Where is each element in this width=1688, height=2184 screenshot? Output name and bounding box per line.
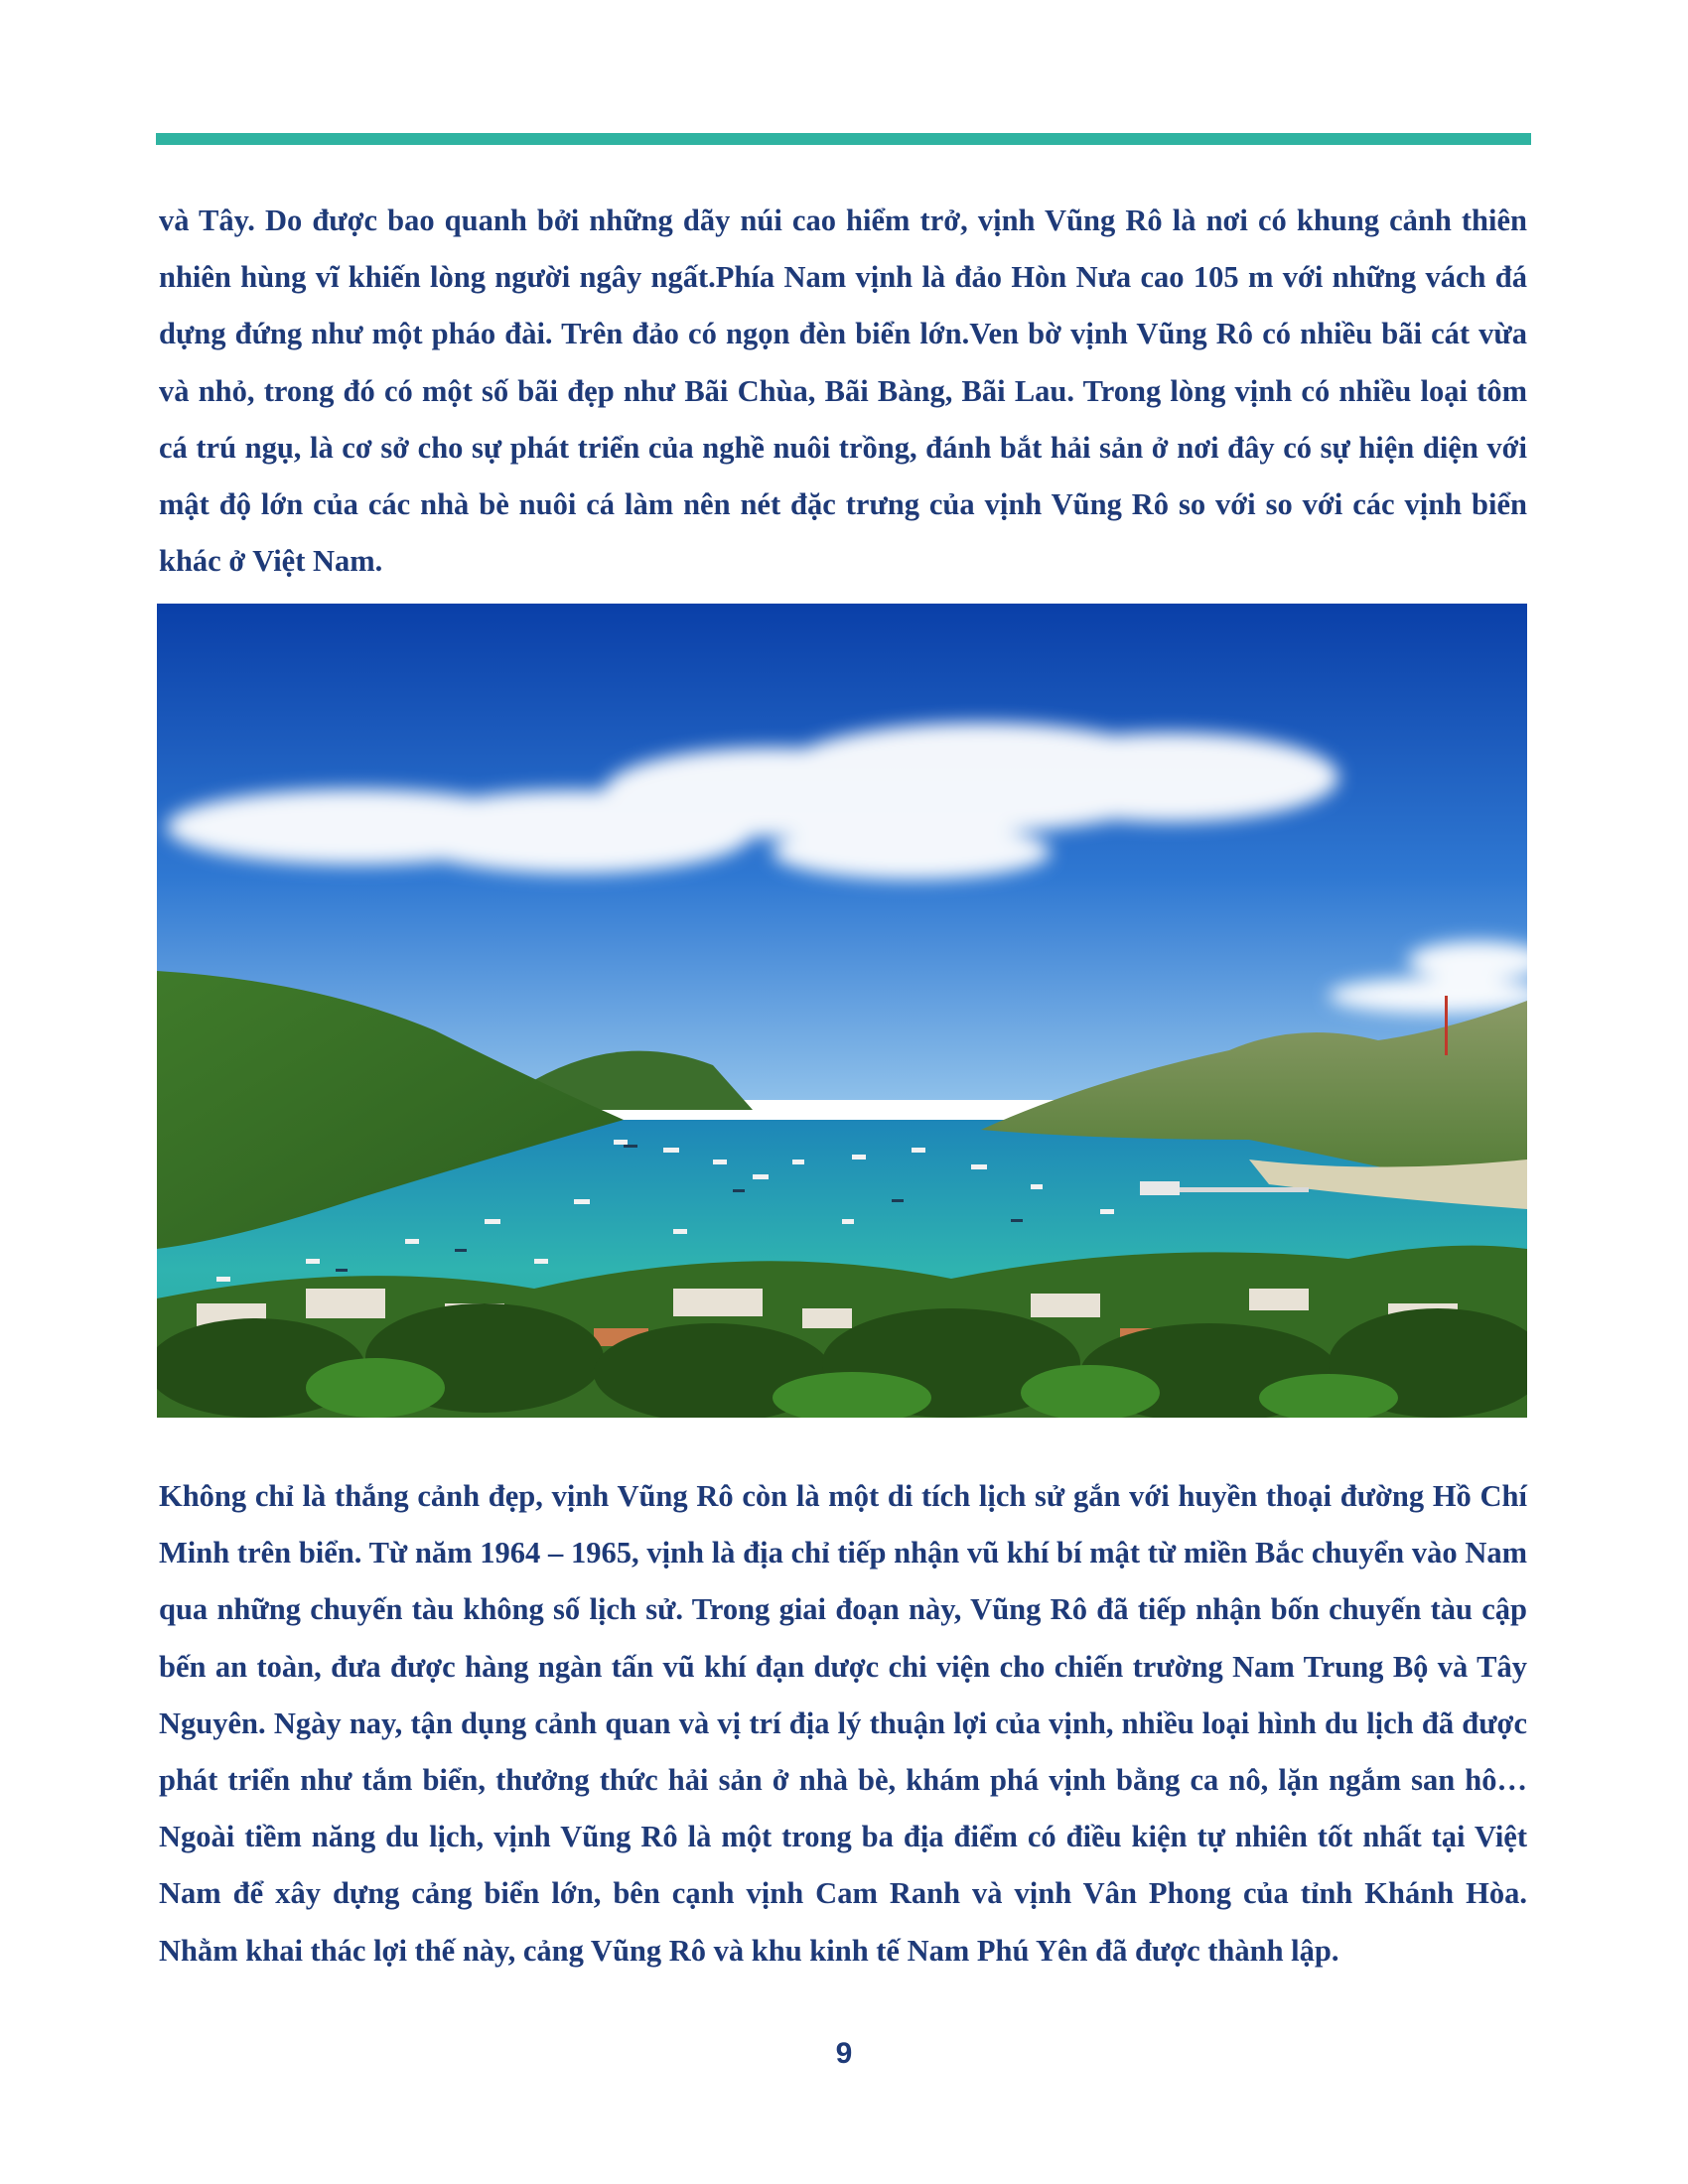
body-paragraph-2: Không chỉ là thắng cảnh đẹp, vịnh Vũng Rô còn là một di tích lịch sử gắn với huyền thoại đường Hồ Chí Minh trên biển. Từ năm 1964 – 1965, vịnh là địa chỉ tiếp nhận vũ khí bí mật từ miền Bắc chuyển vào Nam qua những chuyến tàu không số lịch sử. Trong giai đoạn này, Vũng Rô đã tiếp nhận bốn chuyến tàu cập bến an toàn, đưa được hàng ngàn tấn vũ khí đạn dược chi viện cho chiến trường Nam Trung Bộ và Tây Nguyên. Ngày nay, tận dụng cảnh quan và vị trí địa lý thuận lợi của vịnh, nhiều loại hình du lịch đã được phát triển như tắm biển, thưởng thức hải sản ở nhà bè, khám phá vịnh bằng ca nô, lặn ngắm san hô…Ngoài tiềm năng du lịch, vịnh Vũng Rô là một trong ba địa điểm có điều kiện tự nhiên tốt nhất tại Việt Nam để xây dựng cảng biển lớn, bên cạnh vịnh Cam Ranh và vịnh Vân Phong của tỉnh Khánh Hòa. Nhằm khai thác lợi thế này, cảng Vũng Rô và khu kinh tế Nam Phú Yên đã được thành lập.	[159, 1479, 1527, 1968]
header-rule	[156, 133, 1531, 145]
body-paragraph-1: và Tây. Do được bao quanh bởi những dãy núi cao hiểm trở, vịnh Vũng Rô là nơi có khung cảnh thiên nhiên hùng vĩ khiến lòng người ngây ngất.Phía Nam vịnh là đảo Hòn Nưa cao 105 m với những vách đá dựng đứng như một pháo đài. Trên đảo có ngọn đèn biển lớn.Ven bờ vịnh Vũng Rô có nhiều bãi cát vừa và nhỏ, trong đó có một số bãi đẹp như Bãi Chùa, Bãi Bàng, Bãi Lau. Trong lòng vịnh có nhiều loại tôm cá trú ngụ, là cơ sở cho sự phát triển của nghề nuôi trồng, đánh bắt hải sản ở nơi đây có sự hiện diện với mật độ lớn của các nhà bè nuôi cá làm nên nét đặc trưng của vịnh Vũng Rô so với so với các vịnh biển khác ở Việt Nam.	[159, 204, 1527, 579]
page-number: 9	[835, 2037, 853, 2070]
bay-landscape-photo	[157, 604, 1527, 1418]
